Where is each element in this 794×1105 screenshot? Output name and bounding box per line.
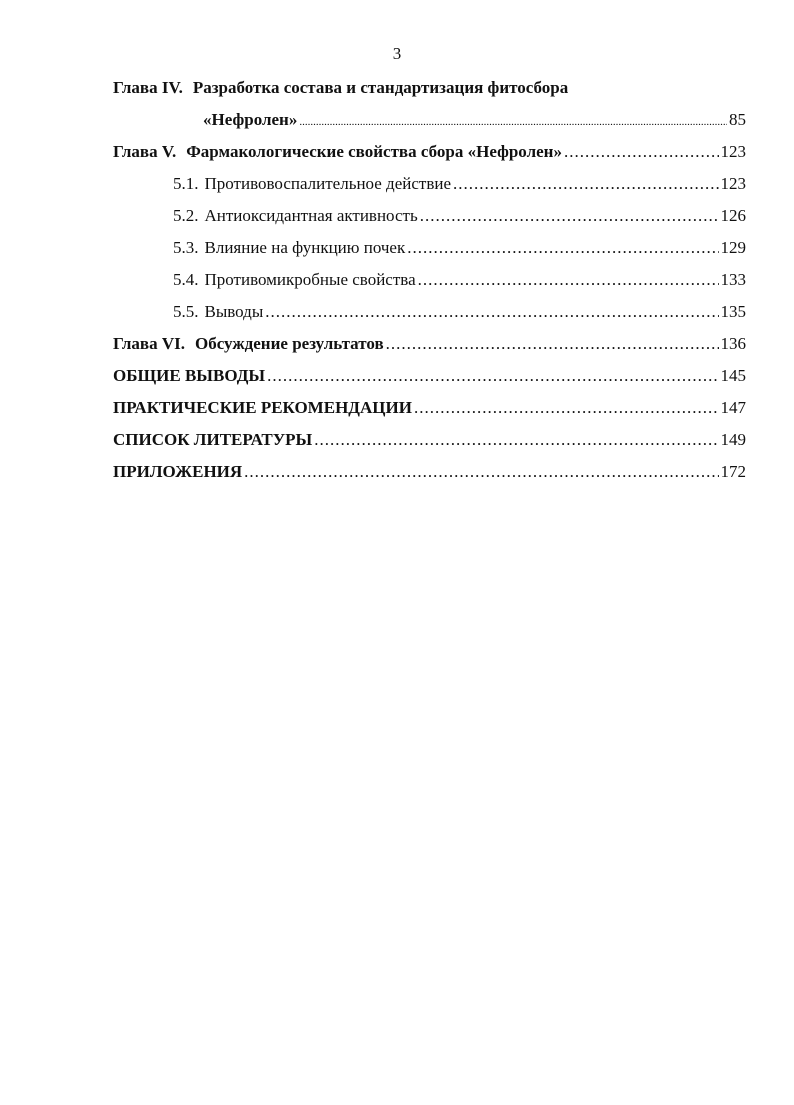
page-ref: 85 xyxy=(729,110,746,129)
dot-leader xyxy=(314,424,718,456)
chapter-number: Глава V. xyxy=(113,142,177,161)
chapter-title: Разработка состава и стандартизация фитосбора xyxy=(192,78,569,97)
entry-title: СПИСОК ЛИТЕРАТУРЫ xyxy=(113,430,313,449)
page-ref: 123 xyxy=(720,174,746,193)
section-title: Противовоспалительное действие xyxy=(204,174,451,193)
dot-leader xyxy=(564,136,719,168)
entry-title: ПРИЛОЖЕНИЯ xyxy=(113,462,243,481)
toc-entry-references[interactable] xyxy=(113,424,746,456)
toc-entry-section-5-3[interactable] xyxy=(113,232,746,264)
toc-entry-chapter-4-heading xyxy=(113,72,746,104)
dot-leader xyxy=(244,456,718,488)
toc-entry-practical-recommendations[interactable] xyxy=(113,392,746,424)
toc-entry-section-5-2[interactable] xyxy=(113,200,746,232)
section-title: Противомикробные свойства xyxy=(204,270,416,289)
section-number: 5.3. xyxy=(173,238,199,257)
page-ref: 135 xyxy=(720,302,746,321)
section-title: Влияние на функцию почек xyxy=(204,238,406,257)
dot-leader xyxy=(407,232,718,264)
page-ref: 133 xyxy=(720,270,746,289)
dot-leader xyxy=(453,168,719,200)
page-ref: 172 xyxy=(720,462,746,481)
page-number: 3 xyxy=(392,44,402,63)
entry-title: ПРАКТИЧЕСКИЕ РЕКОМЕНДАЦИИ xyxy=(113,398,412,417)
section-number: 5.5. xyxy=(173,302,199,321)
dot-leader xyxy=(420,200,719,232)
page-ref: 149 xyxy=(720,430,746,449)
chapter-title-continued: «Нефролен» xyxy=(203,110,298,129)
toc-entry-section-5-1[interactable] xyxy=(113,168,746,200)
toc-entry-general-conclusions[interactable] xyxy=(113,360,746,392)
section-title: Антиоксидантная активность xyxy=(204,206,418,225)
toc-entry-appendices[interactable] xyxy=(113,456,746,488)
page-ref: 136 xyxy=(720,334,746,353)
chapter-number: Глава VI. xyxy=(113,334,186,353)
dot-leader xyxy=(299,106,727,138)
page-ref: 123 xyxy=(720,142,746,161)
dot-leader xyxy=(267,360,718,392)
page-ref: 147 xyxy=(720,398,746,417)
page-ref: 126 xyxy=(720,206,746,225)
chapter-number: Глава IV. xyxy=(113,78,183,97)
section-number: 5.1. xyxy=(173,174,199,193)
table-of-contents xyxy=(113,72,746,488)
toc-entry-chapter-6[interactable] xyxy=(113,328,746,360)
toc-entry-chapter-5[interactable] xyxy=(113,136,746,168)
toc-entry-chapter-4[interactable] xyxy=(113,104,746,136)
section-title: Выводы xyxy=(204,302,264,321)
dot-leader xyxy=(414,392,719,424)
section-number: 5.4. xyxy=(173,270,199,289)
toc-entry-section-5-4[interactable] xyxy=(113,264,746,296)
chapter-title: Фармакологические свойства сбора «Нефролен» xyxy=(186,142,562,161)
toc-entry-section-5-5[interactable] xyxy=(113,296,746,328)
page-ref: 129 xyxy=(720,238,746,257)
entry-title: ОБЩИЕ ВЫВОДЫ xyxy=(113,366,266,385)
chapter-title: Обсуждение результатов xyxy=(195,334,384,353)
dot-leader xyxy=(386,328,719,360)
page-ref: 145 xyxy=(720,366,746,385)
dot-leader xyxy=(418,264,719,296)
section-number: 5.2. xyxy=(173,206,199,225)
dot-leader xyxy=(265,296,718,328)
